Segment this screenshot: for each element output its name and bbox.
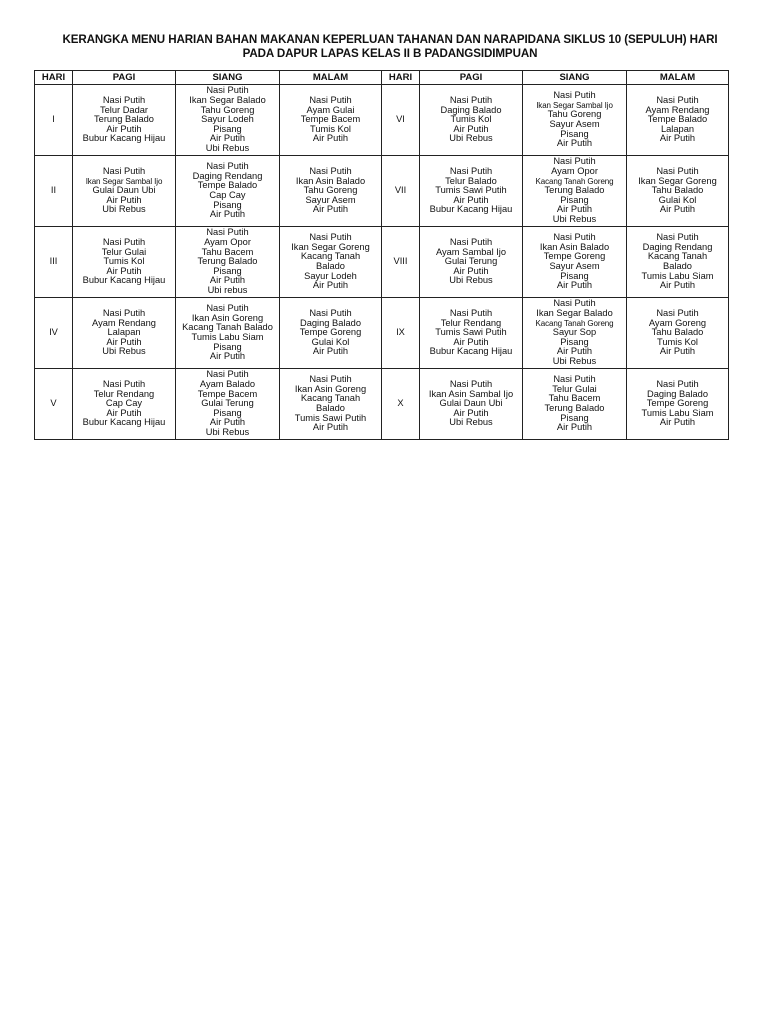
- dish-item: Air Putih: [659, 204, 696, 215]
- table-row: [35, 227, 729, 298]
- dish-item: Tumis Kol: [310, 123, 351, 134]
- dish-item: Sayur Asem: [549, 119, 600, 129]
- dish-item: Air Putih: [209, 209, 246, 220]
- dish-item: Ikan Segar Goreng: [291, 241, 370, 252]
- menu-cell-malam: [280, 369, 382, 440]
- dish-item: Bubur Kacang Hijau: [429, 346, 513, 357]
- dish-item: Tahu Goreng: [200, 104, 255, 115]
- dish-item: Gulai Daun Ubi: [439, 398, 503, 409]
- dish-item: Air Putih: [312, 280, 349, 291]
- menu-cell-pagi: [420, 85, 523, 156]
- dish-item: Tahu Bacem: [548, 393, 601, 404]
- dish-item: Air Putih: [659, 133, 696, 144]
- dish-item: Air Putih: [556, 280, 593, 291]
- header-siang: SIANG: [176, 71, 280, 85]
- dish-item: Air Putih: [106, 336, 142, 347]
- day-number: II: [35, 156, 73, 227]
- dish-item: Ubi Rebus: [102, 204, 146, 215]
- dish-item: Bubur Kacang Hijau: [82, 417, 166, 428]
- dish-item: Gulai Daun Ubi: [92, 185, 156, 196]
- menu-cell-pagi: [420, 156, 523, 227]
- dish-item: Air Putih: [659, 417, 696, 428]
- dish-item: Daging Balado: [647, 388, 708, 399]
- table-row: [35, 298, 729, 369]
- dish-item: Ayam Balado: [199, 379, 256, 390]
- menu-cell-malam: [627, 156, 729, 227]
- dish-item: Daging Balado: [300, 317, 361, 328]
- dish-item: Air Putih: [453, 265, 489, 276]
- dish-item: Tempe Goreng: [543, 251, 606, 262]
- dish-item: Telur Rendang: [440, 317, 502, 328]
- menu-cell-pagi: [420, 227, 523, 298]
- dish-item: Nasi Putih: [656, 95, 699, 106]
- dish-item: Bubur Kacang Hijau: [82, 275, 166, 286]
- dish-item: Air Putih: [453, 407, 489, 418]
- dish-item: Ikan Asin Goreng: [191, 312, 264, 323]
- dish-item: Kacang Tanah Goreng: [535, 318, 614, 328]
- dish-item: Tumis Kol: [657, 336, 698, 347]
- menu-cell-siang: [176, 156, 280, 227]
- dish-item: Ayam Opor: [204, 237, 251, 248]
- dish-item: Telur Gulai: [101, 246, 147, 257]
- dish-item: Sayur Lodeh: [304, 270, 357, 281]
- dish-item: Air Putih: [312, 133, 349, 144]
- dish-item: Nasi Putih: [206, 303, 249, 314]
- dish-item: Nasi Putih: [102, 379, 146, 390]
- day-number: IX: [382, 298, 420, 369]
- dish-item: Nasi Putih: [206, 369, 249, 380]
- dish-item: Air Putih: [209, 417, 246, 428]
- day-number: IV: [35, 298, 73, 369]
- dish-item: Air Putih: [312, 204, 349, 215]
- header-hari: HARI: [382, 71, 420, 85]
- dish-item: Telur Rendang: [93, 388, 155, 399]
- dish-item: Ikan Asin Balado: [539, 241, 610, 252]
- dish-item: Nasi Putih: [449, 95, 493, 106]
- dish-item: Balado: [316, 261, 345, 271]
- menu-cell-malam: [280, 156, 382, 227]
- menu-cell-malam: [627, 369, 729, 440]
- menu-cell-siang: [176, 298, 280, 369]
- dish-item: Sayur Asem: [305, 194, 356, 205]
- header-hari: HARI: [35, 71, 73, 85]
- dish-item: Pisang: [213, 265, 242, 276]
- menu-cell-siang: [176, 85, 280, 156]
- dish-item: Kacang Tanah: [647, 251, 708, 262]
- header-row: [35, 71, 729, 85]
- dish-item: Kacang Tanah: [300, 393, 361, 404]
- dish-item: Ayam Rendang: [92, 317, 156, 328]
- dish-item: Ayam Goreng: [648, 317, 707, 328]
- dish-item: Ubi Rebus: [205, 426, 250, 437]
- menu-cell-siang: [176, 227, 280, 298]
- dish-item: Nasi Putih: [206, 85, 249, 96]
- header-malam: MALAM: [280, 71, 382, 85]
- dish-item: Ayam Gulai: [306, 104, 355, 115]
- dish-item: Ayam Sambal Ijo: [435, 246, 507, 257]
- dish-item: Tempe Bacem: [300, 114, 361, 125]
- dish-item: Gulai Terung: [444, 256, 498, 267]
- dish-item: Ubi Rebus: [552, 355, 597, 366]
- dish-item: Nasi Putih: [102, 95, 146, 106]
- dish-item: Nasi Putih: [206, 161, 249, 172]
- dish-item: Air Putih: [556, 138, 593, 149]
- dish-item: Air Putih: [209, 351, 246, 362]
- dish-item: Nasi Putih: [656, 166, 699, 177]
- dish-item: Tahu Goreng: [547, 109, 602, 120]
- dish-item: Nasi Putih: [449, 308, 493, 319]
- menu-cell-pagi: [420, 298, 523, 369]
- dish-item: Nasi Putih: [309, 308, 352, 319]
- menu-cell-malam: [280, 227, 382, 298]
- dish-item: Kacang Tanah Balado: [182, 322, 273, 333]
- dish-item: Ikan Segar Goreng: [638, 175, 717, 186]
- dish-item: Air Putih: [659, 346, 696, 357]
- dish-item: Nasi Putih: [449, 379, 493, 390]
- day-number: X: [382, 369, 420, 440]
- menu-cell-malam: [280, 85, 382, 156]
- dish-item: Nasi Putih: [102, 237, 146, 248]
- page-title: [40, 33, 740, 61]
- dish-item: Balado: [316, 403, 345, 413]
- menu-cell-pagi: [73, 156, 176, 227]
- day-number: V: [35, 369, 73, 440]
- dish-item: Nasi Putih: [309, 95, 352, 106]
- dish-item: Air Putih: [209, 133, 246, 144]
- dish-item: Pisang: [560, 270, 589, 281]
- dish-item: Nasi Putih: [553, 298, 596, 309]
- dish-item: Air Putih: [209, 275, 246, 286]
- dish-item: Ubi Rebus: [449, 133, 493, 144]
- dish-item: Gulai Terung: [201, 398, 254, 409]
- dish-item: Tahu Balado: [651, 327, 704, 338]
- dish-item: Tempe Goreng: [299, 327, 362, 338]
- menu-cell-siang: [523, 369, 627, 440]
- menu-cell-malam: [627, 85, 729, 156]
- dish-item: Terung Balado: [544, 185, 605, 196]
- dish-item: Air Putih: [453, 123, 489, 134]
- menu-cell-malam: [627, 227, 729, 298]
- dish-item: Ayam Rendang: [645, 104, 710, 115]
- dish-item: Ubi Rebus: [449, 275, 493, 286]
- dish-item: Ubi Rebus: [102, 346, 146, 357]
- dish-item: Ikan Segar Sambal Ijo: [85, 176, 163, 186]
- header-malam: MALAM: [627, 71, 729, 85]
- dish-item: Air Putih: [106, 194, 142, 205]
- dish-item: Pisang: [560, 194, 589, 205]
- dish-item: Nasi Putih: [102, 308, 146, 319]
- dish-item: Bubur Kacang Hijau: [429, 204, 513, 215]
- dish-item: Bubur Kacang Hijau: [82, 133, 166, 144]
- header-pagi: PAGI: [73, 71, 176, 85]
- dish-item: Ubi rebus: [207, 284, 248, 295]
- dish-item: Air Putih: [106, 407, 142, 418]
- dish-item: Lalapan: [107, 327, 141, 338]
- menu-cell-pagi: [73, 227, 176, 298]
- dish-item: Ubi Rebus: [205, 142, 250, 153]
- dish-item: Ikan Segar Balado: [536, 308, 613, 319]
- dish-item: Nasi Putih: [309, 374, 352, 385]
- dish-item: Nasi Putih: [656, 232, 699, 243]
- dish-item: Nasi Putih: [309, 166, 352, 177]
- dish-item: Tempe Bacem: [197, 388, 258, 399]
- menu-cell-siang: [523, 85, 627, 156]
- menu-table: [34, 70, 729, 440]
- dish-item: Ikan Asin Sambal Ijo: [428, 388, 514, 399]
- dish-item: Tempe Goreng: [646, 398, 709, 409]
- dish-item: Air Putih: [106, 265, 142, 276]
- dish-item: Nasi Putih: [553, 156, 596, 167]
- dish-item: Tempe Balado: [197, 180, 258, 191]
- dish-item: Nasi Putih: [656, 308, 699, 319]
- menu-cell-pagi: [420, 369, 523, 440]
- dish-item: Gulai Kol: [311, 336, 350, 347]
- dish-item: Air Putih: [453, 336, 489, 347]
- dish-item: Pisang: [560, 336, 589, 347]
- dish-item: Ubi Rebus: [552, 213, 597, 224]
- dish-item: Ikan Segar Balado: [189, 95, 266, 106]
- dish-item: Air Putih: [312, 422, 349, 433]
- dish-item: Pisang: [560, 128, 589, 139]
- day-number: III: [35, 227, 73, 298]
- dish-item: Air Putih: [556, 422, 593, 433]
- menu-cell-malam: [280, 298, 382, 369]
- menu-cell-siang: [523, 156, 627, 227]
- header-pagi: PAGI: [420, 71, 523, 85]
- menu-cell-siang: [176, 369, 280, 440]
- dish-item: Nasi Putih: [553, 90, 596, 101]
- dish-item: Daging Rendang: [192, 170, 263, 181]
- table-row: [35, 369, 729, 440]
- dish-item: Daging Balado: [440, 104, 502, 115]
- dish-item: Tumis Sawi Putih: [435, 185, 507, 196]
- dish-item: Terung Balado: [197, 256, 258, 267]
- dish-item: Ubi Rebus: [449, 417, 493, 428]
- table-row: [35, 156, 729, 227]
- menu-cell-pagi: [73, 298, 176, 369]
- table-row: [35, 85, 729, 156]
- dish-item: Tumis Labu Siam: [191, 332, 264, 342]
- menu-cell-pagi: [73, 369, 176, 440]
- dish-item: Lalapan: [660, 123, 695, 134]
- dish-item: Tumis Kol: [103, 256, 145, 267]
- dish-item: Terung Balado: [94, 114, 154, 125]
- dish-item: Cap Cay: [209, 190, 246, 200]
- dish-item: Tempe Balado: [647, 114, 708, 125]
- header-siang: SIANG: [523, 71, 627, 85]
- day-number: VII: [382, 156, 420, 227]
- dish-item: Gulai Kol: [658, 194, 697, 205]
- dish-item: Ayam Opor: [551, 166, 598, 177]
- dish-item: Sayur Asem: [549, 261, 600, 271]
- dish-item: Nasi Putih: [553, 232, 596, 243]
- dish-item: Nasi Putih: [309, 232, 352, 243]
- dish-item: Terung Balado: [544, 403, 605, 413]
- menu-body: [35, 85, 729, 440]
- dish-item: Ikan Asin Balado: [295, 175, 366, 186]
- day-number: VIII: [382, 227, 420, 298]
- dish-item: Sayur Lodeh: [201, 114, 254, 125]
- dish-item: Nasi Putih: [656, 379, 699, 390]
- dish-item: Pisang: [213, 341, 242, 352]
- dish-item: Sayur Sop: [552, 327, 597, 338]
- dish-item: Nasi Putih: [206, 227, 249, 238]
- menu-cell-siang: [523, 227, 627, 298]
- dish-item: Tahu Bacem: [201, 246, 254, 257]
- menu-cell-pagi: [73, 85, 176, 156]
- title-line-2: PADA DAPUR LAPAS KELAS II B PADANGSIDIMPUAN: [242, 47, 538, 60]
- dish-item: Cap Cay: [105, 398, 143, 409]
- dish-item: Pisang: [213, 407, 242, 418]
- dish-item: Air Putih: [659, 280, 696, 291]
- dish-item: Balado: [663, 261, 692, 271]
- dish-item: Kacang Tanah: [300, 251, 361, 262]
- day-number: I: [35, 85, 73, 156]
- dish-item: Ikan Asin Goreng: [294, 383, 367, 394]
- dish-item: Pisang: [213, 123, 242, 134]
- dish-item: Nasi Putih: [449, 237, 493, 248]
- dish-item: Kacang Tanah Goreng: [535, 176, 614, 186]
- dish-item: Tahu Goreng: [303, 185, 358, 196]
- title-line-1: KERANGKA MENU HARIAN BAHAN MAKANAN KEPERLUAN TAHANAN DAN NARAPIDANA SIKLUS 10 (SEPULUH) HARI: [62, 33, 718, 46]
- dish-item: Tumis Labu Siam: [641, 270, 714, 281]
- dish-item: Air Putih: [556, 346, 593, 357]
- menu-cell-siang: [523, 298, 627, 369]
- dish-item: Tumis Sawi Putih: [294, 412, 367, 423]
- dish-item: Air Putih: [106, 123, 142, 134]
- dish-item: Telur Dadar: [99, 104, 149, 115]
- day-number: VI: [382, 85, 420, 156]
- dish-item: Air Putih: [556, 204, 593, 215]
- dish-item: Tumis Kol: [450, 114, 492, 125]
- dish-item: Pisang: [560, 412, 589, 423]
- dish-item: Nasi Putih: [553, 374, 596, 385]
- dish-item: Air Putih: [312, 346, 349, 357]
- dish-item: Nasi Putih: [449, 166, 493, 177]
- dish-item: Daging Rendang: [642, 241, 713, 252]
- menu-cell-malam: [627, 298, 729, 369]
- dish-item: Nasi Putih: [102, 166, 146, 177]
- dish-item: Ikan Segar Sambal Ijo: [536, 100, 613, 110]
- dish-item: Air Putih: [453, 194, 489, 205]
- dish-item: Telur Gulai: [552, 383, 597, 394]
- dish-item: Pisang: [213, 199, 242, 210]
- dish-item: Tahu Balado: [651, 185, 704, 196]
- dish-item: Tumis Sawi Putih: [435, 327, 507, 338]
- dish-item: Tumis Labu Siam: [641, 407, 714, 418]
- dish-item: Telur Balado: [445, 175, 497, 186]
